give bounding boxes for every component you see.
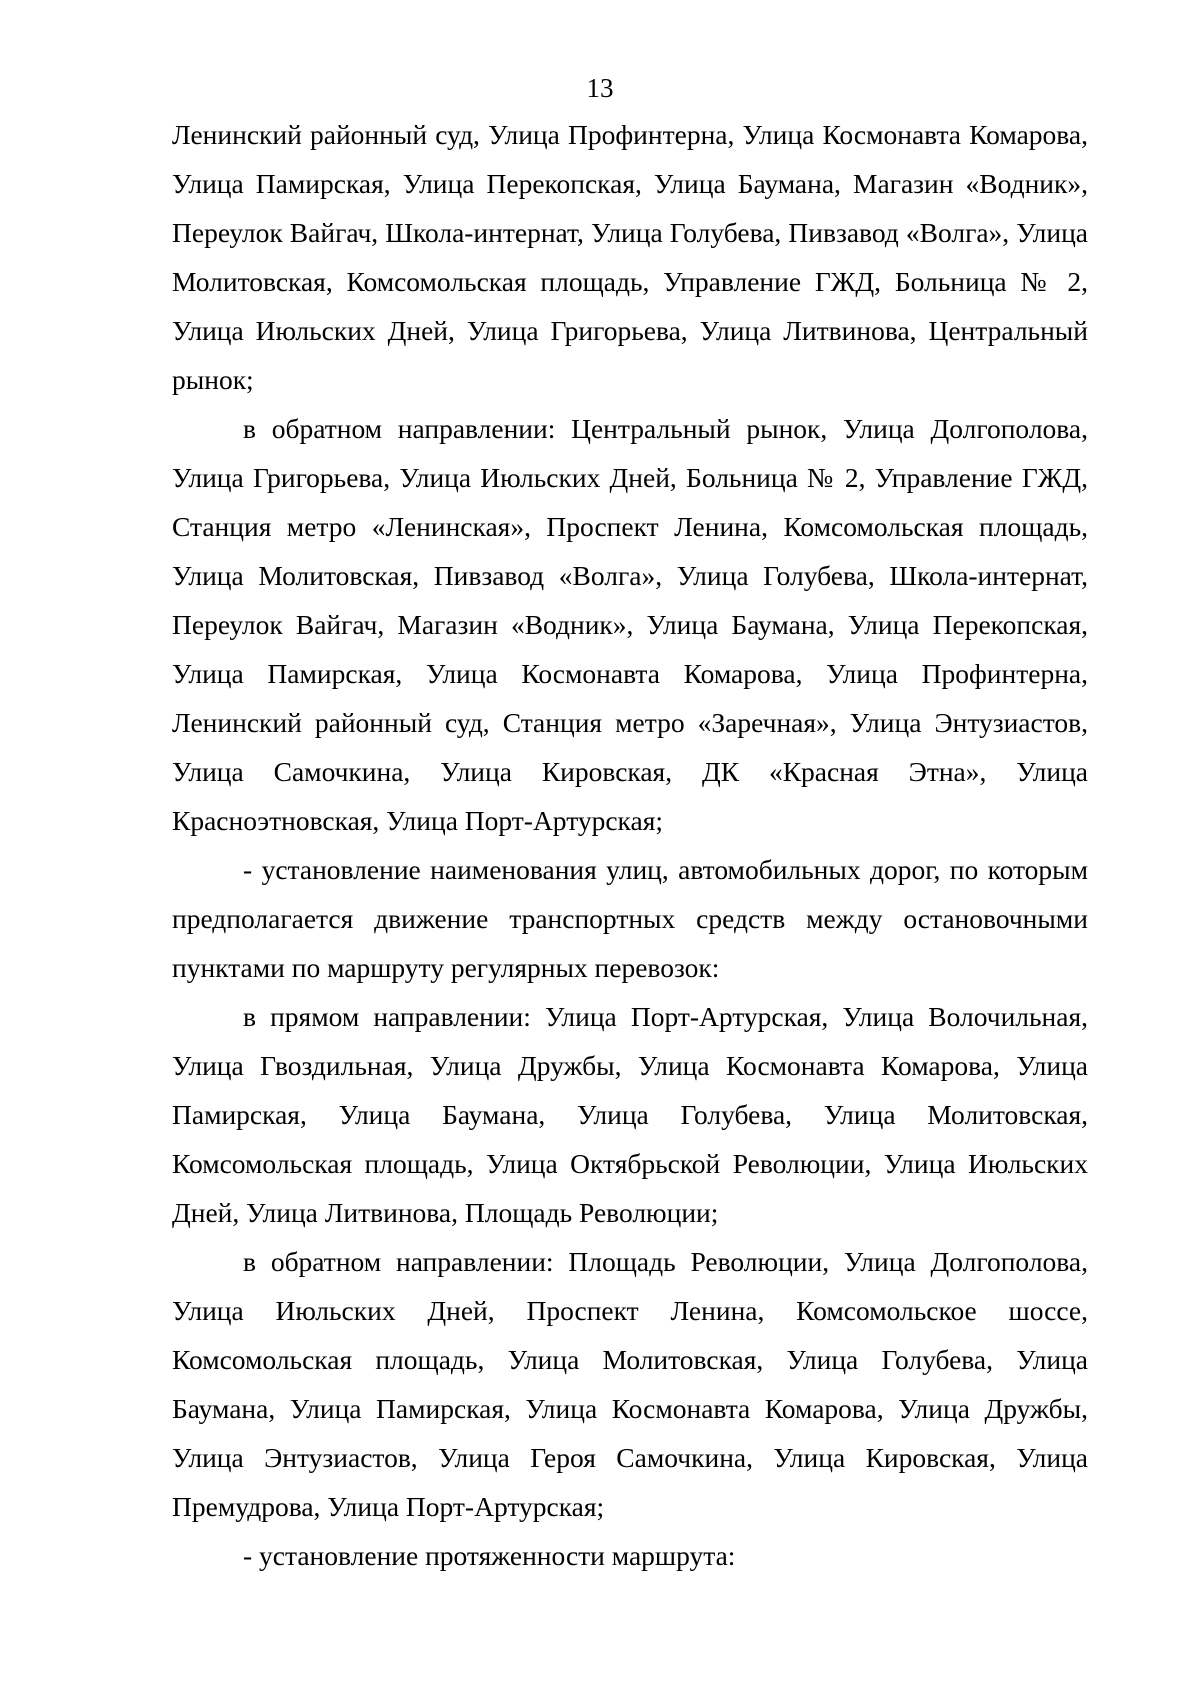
paragraph-forward-stops-continuation: Ленинский районный суд, Улица Профинтерна, Улица Космонавта Комарова, Улица Памирская, Улица Перекопская, Улица Баумана, Магазин «Водник», Переулок Вайгач, Школа-интернат, Улица Голубева, Пивзавод «Волга», Улица Молитовская, Комсомольская площадь, Управление ГЖД, Больница № 2, Улица Июльских Дней, Улица Григорьева, Улица Литвинова, Центральный рынок; — [172, 119, 1088, 395]
paragraph-route-length: - установление протяженности маршрута: — [243, 1540, 736, 1571]
paragraph-streets-heading: - установление наименования улиц, автомобильных дорог, по которым предполагается движение транспортных средств между остановочными пунктами по маршруту регулярных перевозок: — [172, 854, 1088, 983]
paragraph-reverse-stops: в обратном направлении: Центральный рынок, Улица Долгополова, Улица Григорьева, Улица Июльских Дней, Больница № 2, Управление ГЖД, Станция метро «Ленинская», Проспект Ленина, Комсомольская площадь, Улица Молитовская, Пивзавод «Волга», Улица Голубева, Школа-интернат, Переулок Вайгач, Магазин «Водник», Улица Баумана, Улица Перекопская, Улица Памирская, Улица Космонавта Комарова, Улица Профинтерна, Ленинский районный суд, Станция метро «Заречная», Улица Энтузиастов, Улица Самочкина, Улица Кировская, ДК «Красная Этна», Улица Красноэтновская, Улица Порт-Артурская; — [172, 413, 1088, 836]
page-number: 13 — [586, 73, 614, 103]
paragraph-reverse-streets: в обратном направлении: Площадь Революции, Улица Долгополова, Улица Июльских Дней, Проспект Ленина, Комсомольское шоссе, Комсомольская площадь, Улица Молитовская, Улица Голубева, Улица Баумана, Улица Памирская, Улица Космонавта Комарова, Улица Дружбы, Улица Энтузиастов, Улица Героя Самочкина, Улица Кировская, Улица Премудрова, Улица Порт-Артурская; — [172, 1246, 1088, 1522]
document-body — [172, 110, 1088, 1580]
paragraph-forward-streets: в прямом направлении: Улица Порт-Артурская, Улица Волочильная, Улица Гвоздильная, Улица Дружбы, Улица Космонавта Комарова, Улица Памирская, Улица Баумана, Улица Голубева, Улица Молитовская, Комсомольская площадь, Улица Октябрьской Революции, Улица Июльских Дней, Улица Литвинова, Площадь Революции; — [172, 1001, 1088, 1228]
